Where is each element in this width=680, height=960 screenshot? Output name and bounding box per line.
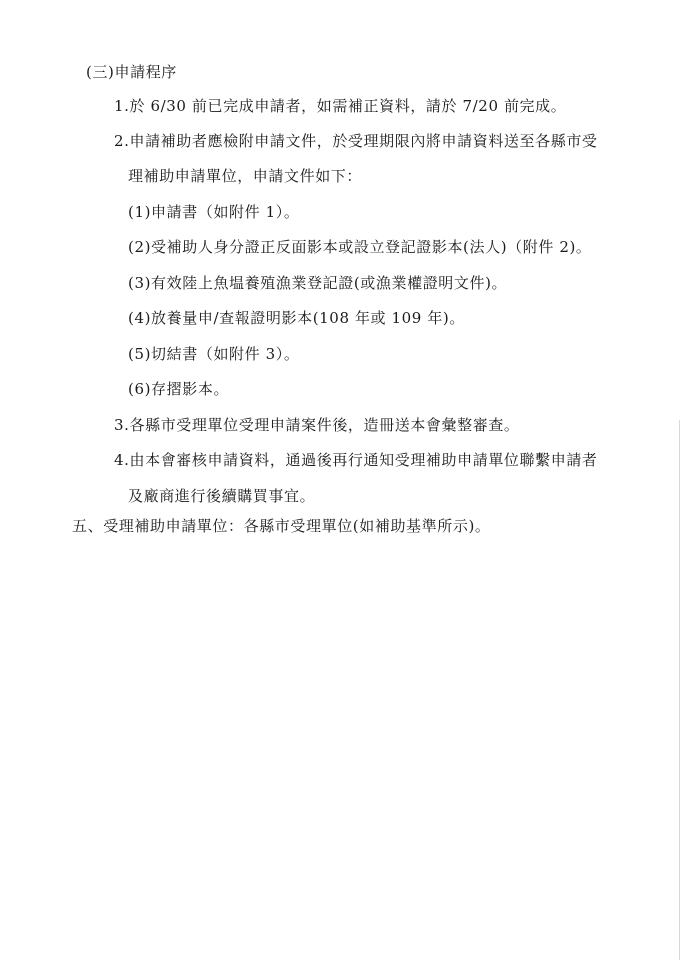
procedure-item-2: 2.申請補助者應檢附申請文件，於受理期限內將申請資料送至各縣市受 [114,132,598,150]
section-heading: (三)申請程序 [86,63,177,81]
document-item-5: (5)切結書（如附件 3）。 [128,345,300,363]
procedure-item-4: 4.由本會審核申請資料，通過後再行通知受理補助申請單位聯繫申請者 [114,451,598,469]
procedure-item-1: 1.於 6/30 前已完成申請者，如需補正資料，請於 7/20 前完成。 [114,97,567,115]
document-item-3: (3)有效陸上魚塭養殖漁業登記證(或漁業權證明文件)。 [128,274,508,292]
document-item-2: (2)受補助人身分證正反面影本或設立登記證影本(法人)（附件 2)。 [128,238,592,256]
document-item-4: (4)放養量申/查報證明影本(108 年或 109 年)。 [128,309,465,327]
document-item-6: (6)存摺影本。 [128,380,230,398]
section-five: 五、受理補助申請單位：各縣市受理單位(如補助基準所示)。 [72,517,491,535]
procedure-item-2-continued: 理補助申請單位，申請文件如下： [128,167,363,185]
procedure-item-3: 3.各縣市受理單位受理申請案件後，造冊送本會彙整審查。 [114,416,520,434]
document-item-1: (1)申請書（如附件 1）。 [128,203,300,221]
procedure-item-4-continued: 及廠商進行後續購買事宜。 [128,487,316,505]
